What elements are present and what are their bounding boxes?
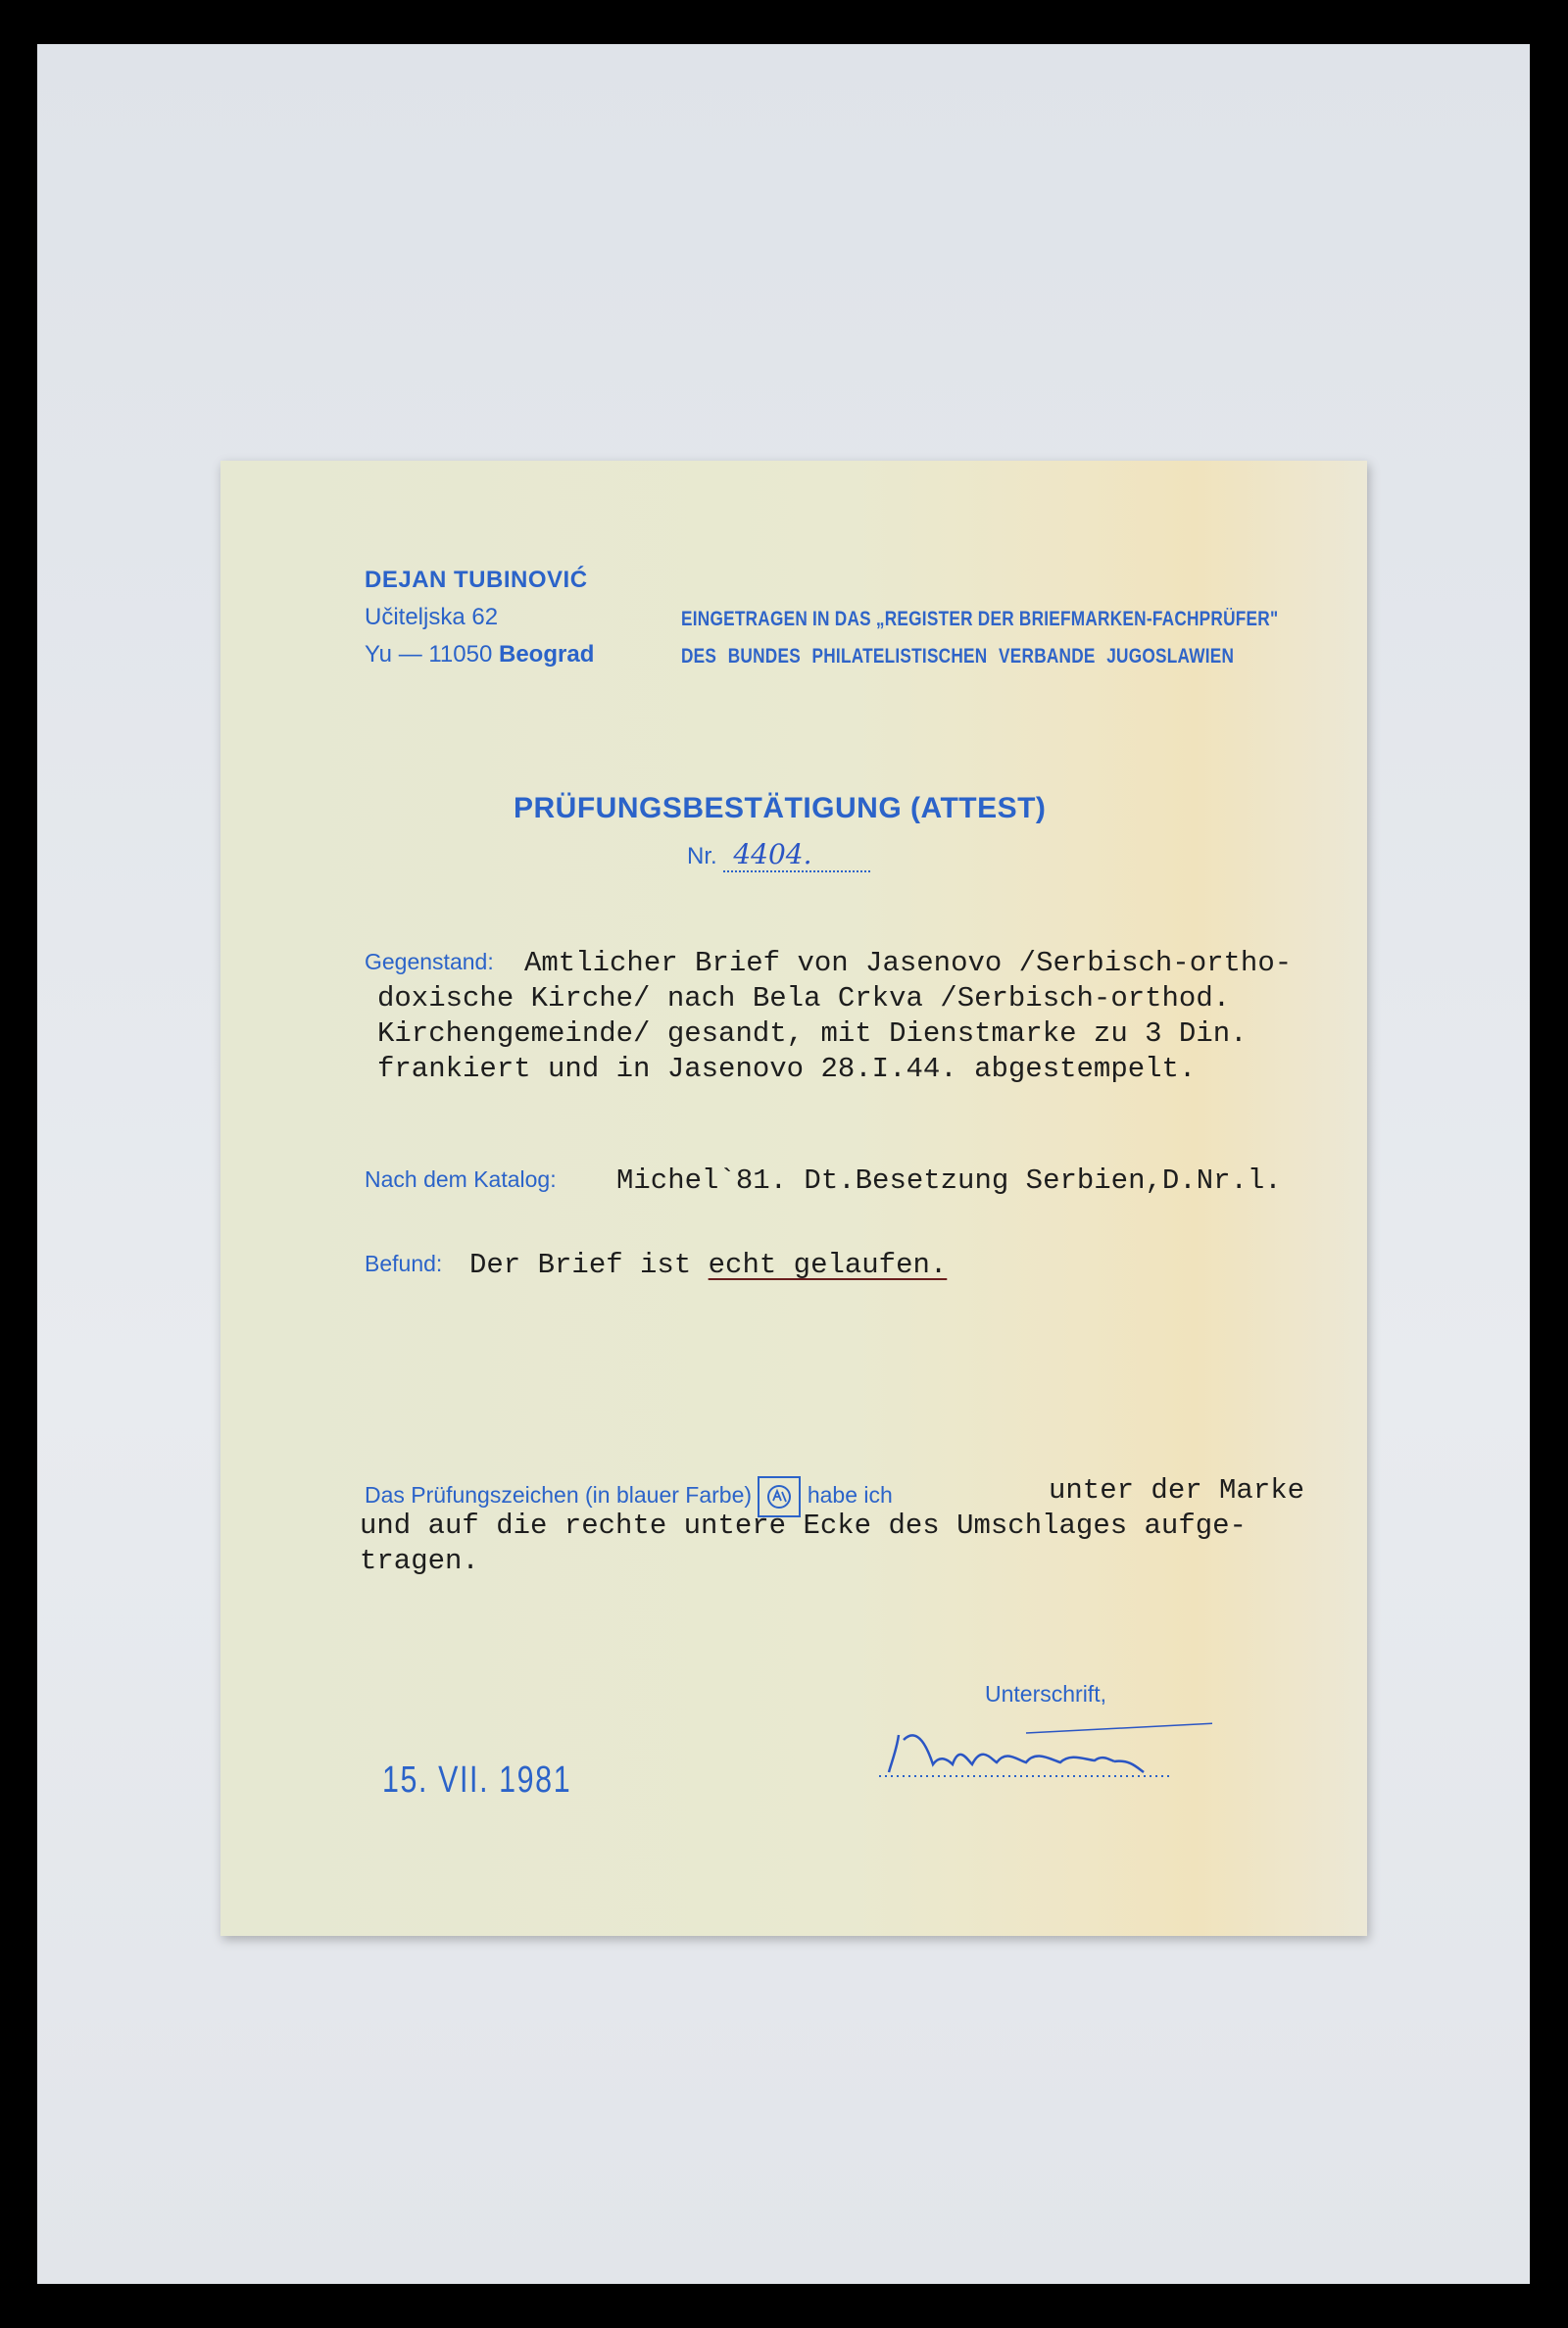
issuer-city-line	[365, 641, 594, 669]
attest-number	[687, 838, 870, 872]
subject-label: Gegenstand:	[365, 949, 494, 974]
number-value: 4404.	[723, 838, 870, 872]
date-stamp: 15. VII. 1981	[382, 1759, 572, 1801]
issuer-postcode: Yu — 11050	[365, 641, 493, 668]
mark-line-1: unter der Marke	[1049, 1474, 1305, 1507]
number-label: Nr.	[687, 843, 717, 869]
finding-value: echt gelaufen.	[708, 1249, 948, 1281]
attest-document	[220, 461, 1367, 1936]
finding-prefix: Der Brief ist	[469, 1249, 692, 1281]
register-line-2: DES BUNDES PHILATELISTISCHEN VERBANDE JUGOSLAWIEN	[681, 645, 1235, 668]
subject-line-4: frankiert und in Jasenovo 28.I.44. abgestempelt.	[377, 1053, 1197, 1085]
register-line-1: EINGETRAGEN IN DAS „REGISTER DER BRIEFMARKEN-FACHPRÜFER"	[681, 608, 1279, 630]
issuer-street: Učiteljska 62	[365, 604, 499, 630]
subject-line-2: doxische Kirche/ nach Bela Crkva /Serbisch-orthod.	[377, 982, 1231, 1015]
signature-graphic	[879, 1715, 1212, 1789]
finding-line	[469, 1249, 947, 1281]
finding-label: Befund:	[365, 1251, 443, 1276]
mark-label: Das Prüfungszeichen (in blauer Farbe)	[365, 1482, 753, 1509]
page-title: PRÜFUNGSBESTÄTIGUNG (ATTEST)	[514, 792, 1047, 824]
mark-line-3: tragen.	[360, 1545, 479, 1577]
subject-line-3: Kirchengemeinde/ gesandt, mit Dienstmarke zu 3 Din.	[377, 1017, 1248, 1050]
mark-line-2: und auf die rechte untere Ecke des Umschlages aufge-	[360, 1510, 1247, 1542]
catalog-value: Michel`81. Dt.Besetzung Serbien,D.Nr.l.	[616, 1164, 1282, 1197]
signature-label: Unterschrift,	[985, 1681, 1106, 1707]
catalog-label: Nach dem Katalog:	[365, 1166, 557, 1192]
subject-line-1: Amtlicher Brief von Jasenovo /Serbisch-ortho-	[524, 947, 1293, 979]
issuer-name: DEJAN TUBINOVIĆ	[365, 567, 588, 593]
background-board	[37, 44, 1530, 2284]
issuer-city: Beograd	[499, 641, 595, 668]
mark-label-2: habe ich	[807, 1482, 893, 1509]
